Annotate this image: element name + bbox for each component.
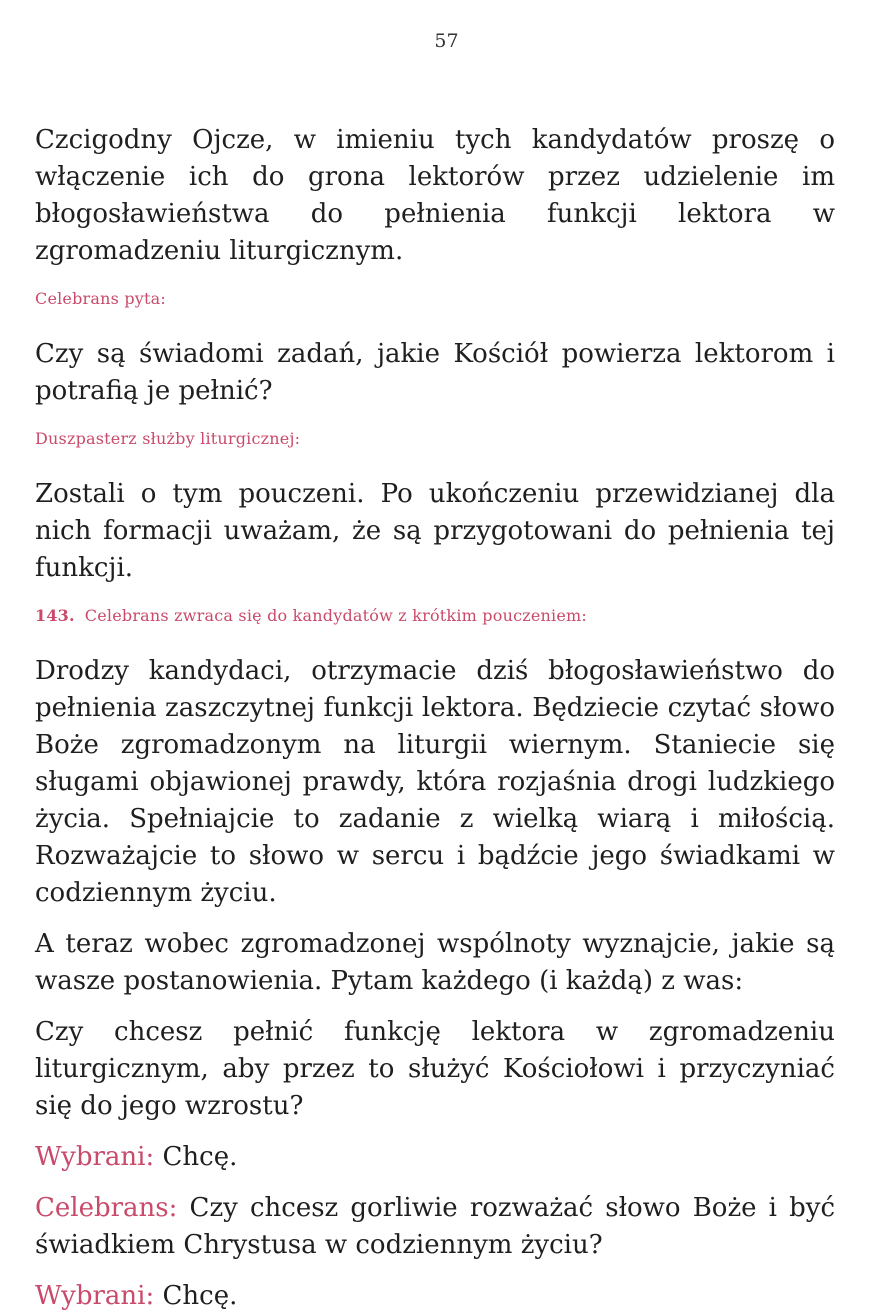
rubric-pastor: Duszpasterz służby liturgicznej: <box>35 429 301 448</box>
dialog-text: Czy chcesz gorliwie rozważać słowo Boże i być świadkiem Chrystusa w codziennym życiu? <box>35 1193 836 1260</box>
petition-paragraph: Czcigodny Ojcze, w imieniu tych kandydatów proszę o włączenie ich do grona lektorów przez udzielenie im błogosławieństwa do pełnienia funkcji lektora w zgromadzeniu liturgicznym. <box>35 125 835 266</box>
dialog-line <box>35 1139 835 1176</box>
dialog-line <box>35 1190 835 1264</box>
dialog-speaker: Celebrans: <box>35 1193 178 1223</box>
dialog-speaker: Wybrani: <box>35 1142 155 1172</box>
rubric-celebrant-asks: Celebrans pyta: <box>35 289 166 308</box>
rubric-143 <box>35 605 835 627</box>
question-paragraph: Czy są świadomi zadań, jakie Kościół powierza lektorom i potrafią je pełnić? <box>35 339 835 406</box>
dialog-speaker: Wybrani: <box>35 1281 155 1311</box>
page-content <box>35 122 835 1315</box>
instruction-paragraph: Drodzy kandydaci, otrzymacie dziś błogosławieństwo do pełnienia zaszczytnej funkcji lektora. Będziecie czytać słowo Boże zgromadzonym na liturgii wiernym. Staniecie się sługami objawionej prawdy, która rozjaśnia drogi ludzkiego życia. Spełniajcie to zadanie z wielką wiarą i miłością. Rozważajcie to słowo w sercu i bądźcie jego świadkami w codziennym życiu. <box>35 656 835 908</box>
pastor-answer-paragraph: Zostali o tym pouczeni. Po ukończeniu przewidzianej dla nich formacji uważam, że są przygotowani do pełnienia tej funkcji. <box>35 479 835 583</box>
dialog-text: Chcę. <box>162 1281 238 1311</box>
rubric-number: 143. <box>35 606 75 625</box>
dialog-line <box>35 1278 835 1315</box>
dialog-text: Chcę. <box>162 1142 238 1172</box>
rubric-143-text: Celebrans zwraca się do kandydatów z krótkim pouczeniem: <box>84 606 587 625</box>
invitation-paragraph: A teraz wobec zgromadzonej wspólnoty wyznajcie, jakie są wasze postanowienia. Pytam każdego (i każdą) z was: <box>35 929 835 996</box>
page-number: 57 <box>434 30 459 52</box>
question-lector-paragraph: Czy chcesz pełnić funkcję lektora w zgromadzeniu liturgicznym, aby przez to służyć Kościołowi i przyczyniać się do jego wzrostu? <box>35 1017 835 1121</box>
